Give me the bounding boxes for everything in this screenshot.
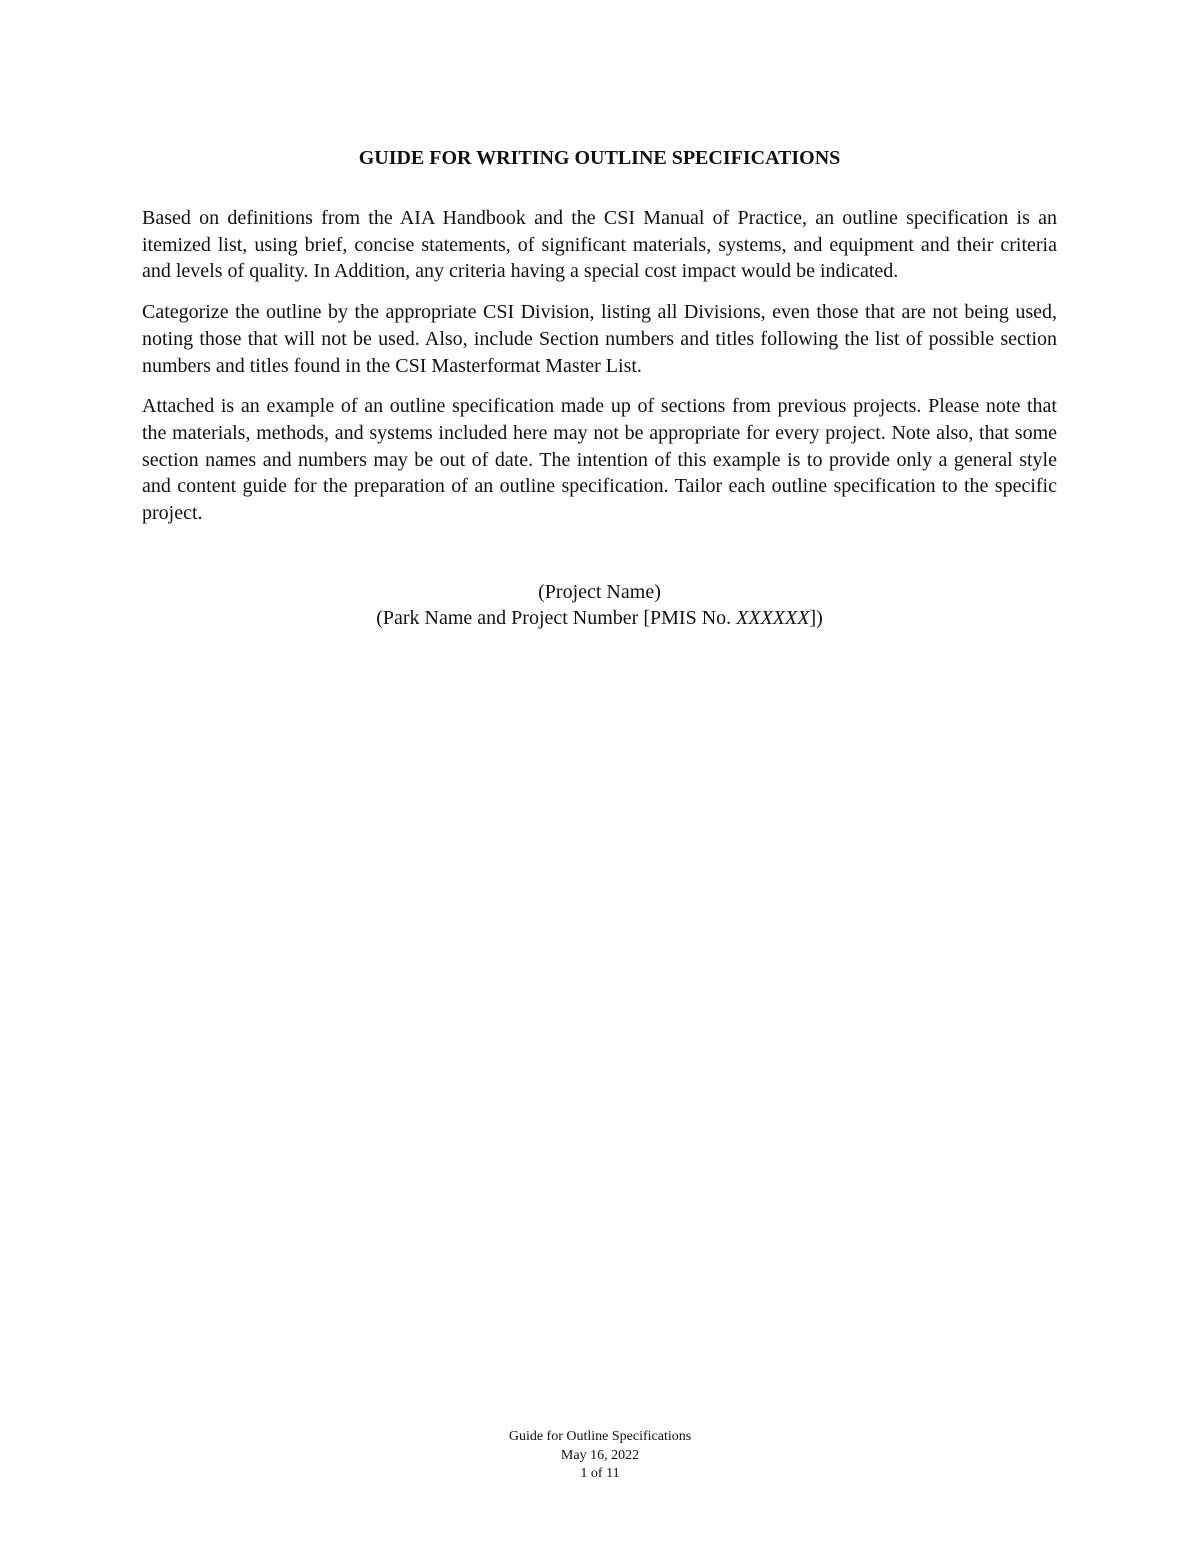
paragraph-example: Attached is an example of an outline specification made up of sections from previous projects. Please note that the materials, methods, and systems included here may not be appropriate for every project. Note also, that some section names and numbers may be out of date. The intention of this example is to provide only a general style and content guide for the preparation of an outline specification. Tailor each outline specification to the specific project. bbox=[142, 395, 1057, 525]
document-title: GUIDE FOR WRITING OUTLINE SPECIFICATIONS bbox=[358, 147, 841, 169]
footer-date: May 16, 2022 bbox=[560, 1447, 640, 1463]
project-placeholder-block bbox=[142, 579, 1057, 632]
park-project-number-line bbox=[142, 605, 1057, 632]
project-name: (Project Name) bbox=[538, 580, 661, 603]
footer-title: Guide for Outline Specifications bbox=[508, 1429, 692, 1444]
pmis-number: XXXXXX bbox=[736, 607, 810, 630]
page-footer bbox=[0, 1428, 1200, 1484]
paragraph-definition: Based on definitions from the AIA Handbook and the CSI Manual of Practice, an outline specification is an itemized list, using brief, concise statements, of significant materials, systems, and equipment and their criteria and levels of quality. In Addition, any criteria having a special cost impact would be indicated. bbox=[142, 207, 1057, 283]
page-content bbox=[142, 146, 1057, 632]
footer-page-number: 1 of 11 bbox=[580, 1466, 620, 1481]
paragraph-categorize: Categorize the outline by the appropriate CSI Division, listing all Divisions, even those that are not being used, noting those that will not be used. Also, include Section numbers and titles following the list of possible section numbers and titles found in the CSI Masterformat Master List. bbox=[142, 301, 1057, 377]
park-line-suffix: ]) bbox=[809, 607, 823, 630]
park-line-prefix: (Park Name and Project Number [PMIS No. bbox=[376, 607, 737, 630]
